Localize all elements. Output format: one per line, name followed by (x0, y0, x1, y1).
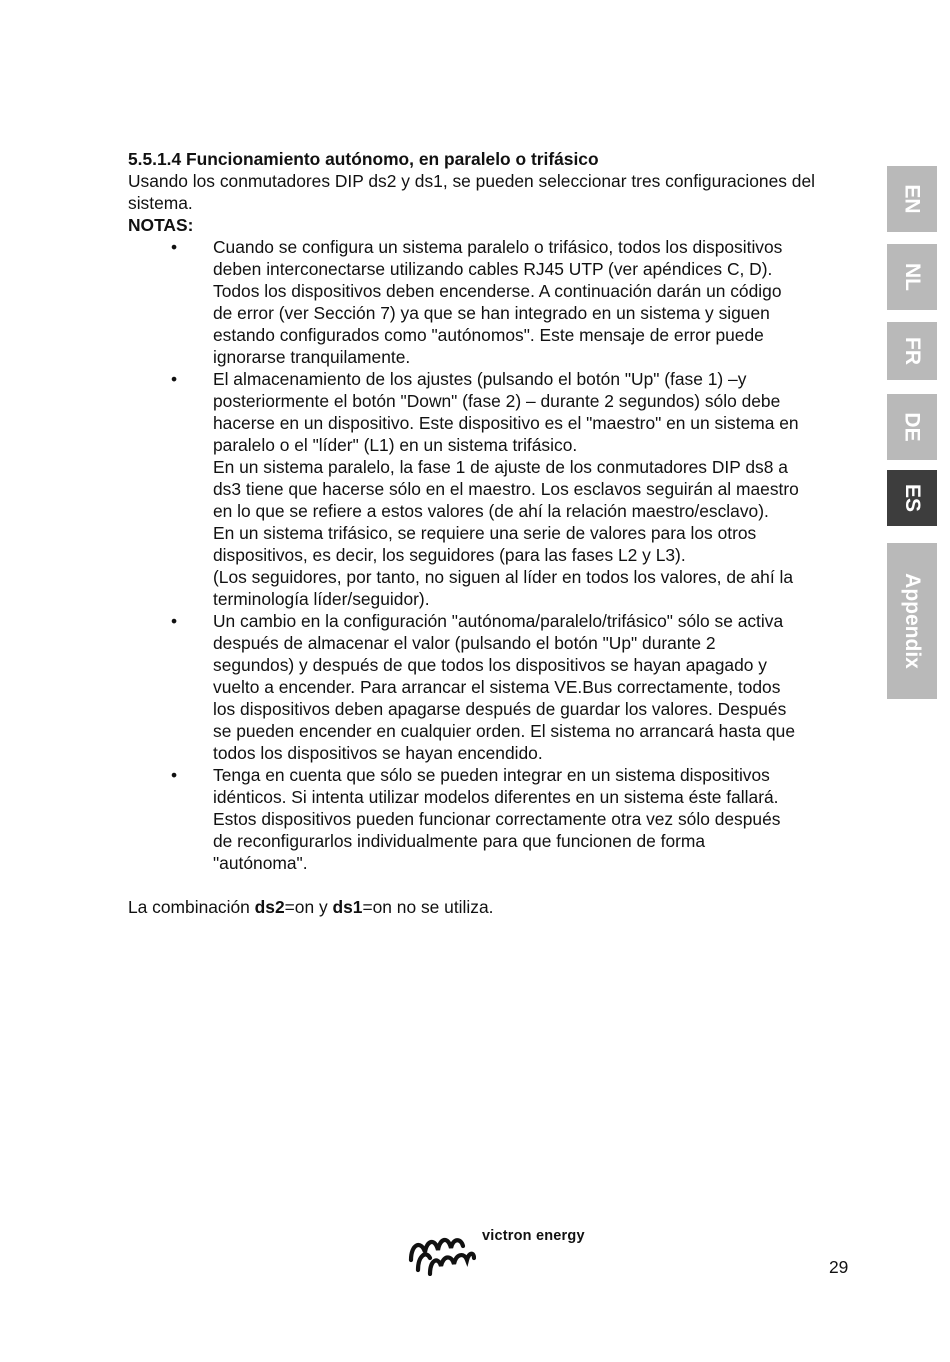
bullet-icon: • (171, 237, 178, 257)
note-line: hacerse en un dispositivo. Este dispositivo es el "maestro" en un sistema en (213, 413, 799, 433)
brand-name: victron energy (482, 1228, 585, 1244)
note-item (128, 764, 858, 874)
closing-ds2: ds2 (254, 897, 285, 917)
note-line: ds3 tiene que hacerse sólo en el maestro. Los esclavos seguirán al maestro (213, 479, 799, 499)
tab-label: NL (901, 263, 924, 291)
note-line: Tenga en cuenta que sólo se pueden integrar en un sistema dispositivos (213, 765, 770, 785)
closing-prefix: La combinación (128, 897, 255, 917)
victron-logo-icon (408, 1230, 476, 1276)
bullet-icon: • (171, 765, 178, 785)
tab-de[interactable] (887, 394, 937, 460)
tab-label: FR (901, 337, 924, 365)
note-line: después de almacenar el valor (pulsando el botón "Up" durante 2 (213, 633, 716, 653)
tab-en[interactable] (887, 166, 937, 232)
note-line: de error (ver Sección 7) ya que se han integrado en un sistema y siguen (213, 303, 770, 323)
note-line: terminología líder/seguidor). (213, 589, 430, 609)
note-line: "autónoma". (213, 853, 308, 873)
tab-nl[interactable] (887, 244, 937, 310)
section-content (128, 148, 858, 918)
note-line: deben interconectarse utilizando cables RJ45 UTP (ver apéndices C, D). (213, 259, 773, 279)
section-heading: 5.5.1.4 Funcionamiento autónomo, en paralelo o trifásico (128, 149, 599, 169)
tab-label: DE (901, 412, 924, 442)
tab-label: Appendix (901, 573, 925, 669)
bullet-icon: • (171, 369, 178, 389)
note-line: de reconfigurarlos individualmente para que funcionen de forma (213, 831, 706, 851)
tab-es[interactable] (887, 470, 937, 526)
page-number: 29 (829, 1257, 849, 1277)
tab-fr[interactable] (887, 322, 937, 380)
closing-suffix: =on no se utiliza. (362, 897, 494, 917)
note-line: los dispositivos deben apagarse después de guardar los valores. Después (213, 699, 787, 719)
note-line: En un sistema trifásico, se requiere una serie de valores para los otros (213, 523, 757, 543)
note-line: ignorarse tranquilamente. (213, 347, 411, 367)
note-line: El almacenamiento de los ajustes (pulsando el botón "Up" (fase 1) –y (213, 369, 747, 389)
note-line: en lo que se refiere a estos valores (de ahí la relación maestro/esclavo). (213, 501, 769, 521)
note-line: (Los seguidores, por tanto, no siguen al líder en todos los valores, de ahí la (213, 567, 794, 587)
note-item (128, 368, 858, 610)
note-line: dispositivos, es decir, los seguidores (para las fases L2 y L3). (213, 545, 686, 565)
victron-logo (408, 1228, 598, 1278)
note-line: vuelto a encender. Para arrancar el sistema VE.Bus correctamente, todos (213, 677, 781, 697)
note-line: Cuando se configura un sistema paralelo o trifásico, todos los dispositivos (213, 237, 783, 257)
tab-label: EN (901, 184, 924, 214)
closing-ds1: ds1 (332, 897, 363, 917)
note-line: idénticos. Si intenta utilizar modelos diferentes en un sistema éste fallará. (213, 787, 779, 807)
note-line: segundos) y después de que todos los dispositivos se hayan apagado y (213, 655, 767, 675)
note-line: estando configurados como "autónomos". Este mensaje de error puede (213, 325, 764, 345)
note-item (128, 610, 858, 764)
note-line: se pueden encender en cualquier orden. El sistema no arrancará hasta que (213, 721, 796, 741)
note-line: todos los dispositivos se hayan encendido. (213, 743, 543, 763)
note-line: posteriormente el botón "Down" (fase 2) – durante 2 segundos) sólo debe (213, 391, 781, 411)
note-line: Estos dispositivos pueden funcionar correctamente otra vez sólo después (213, 809, 781, 829)
notes-list (128, 236, 858, 874)
closing-paragraph (128, 896, 858, 918)
tab-appendix[interactable] (887, 543, 937, 699)
tab-label: ES (900, 483, 924, 513)
notes-title: NOTAS: (128, 215, 194, 235)
note-line: Todos los dispositivos deben encenderse. A continuación darán un código (213, 281, 782, 301)
note-line: paralelo o el "líder" (L1) en un sistema trifásico. (213, 435, 578, 455)
intro-paragraph: Usando los conmutadores DIP ds2 y ds1, se pueden seleccionar tres configuraciones del sistema. (128, 171, 816, 213)
note-line: Un cambio en la configuración "autónoma/paralelo/trifásico" sólo se activa (213, 611, 784, 631)
closing-mid: =on y (284, 897, 333, 917)
bullet-icon: • (171, 611, 178, 631)
note-line: En un sistema paralelo, la fase 1 de ajuste de los conmutadores DIP ds8 a (213, 457, 788, 477)
note-item (128, 236, 858, 368)
